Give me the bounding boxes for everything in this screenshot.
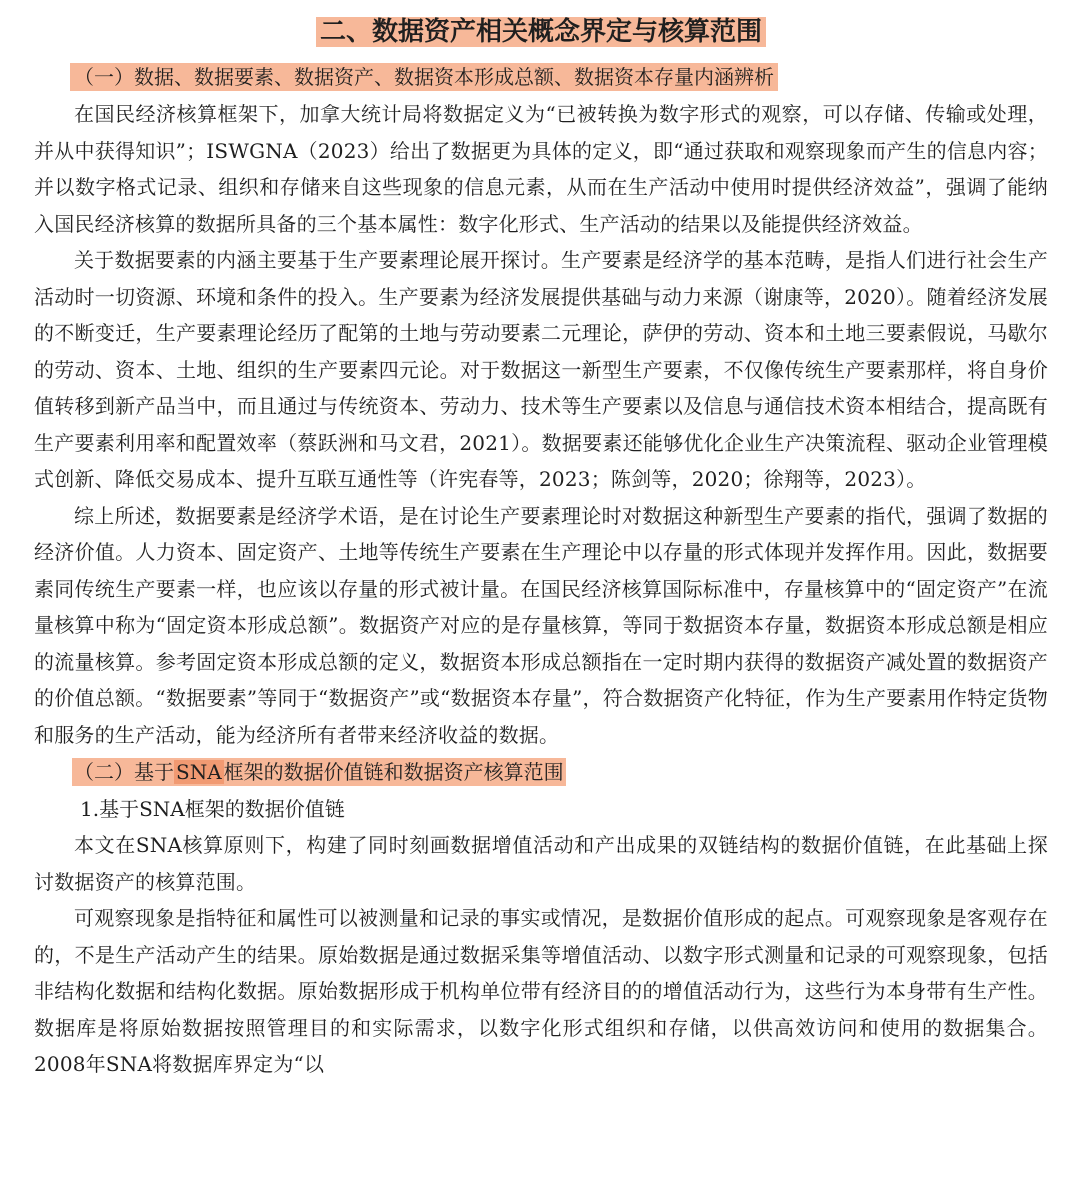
subsection-2-title xyxy=(72,755,1048,789)
section-title xyxy=(34,12,1048,52)
paragraph-5: 可观察现象是指特征和属性可以被测量和记录的事实或情况，是数据价值形成的起点。可观察现象是客观存在的，不是生产活动产生的结果。原始数据是通过数据采集等增值活动、以数字形式测量和记录的可观察现象，包括非结构化数据和结构化数据。原始数据形成于机构单位带有经济目的的增值活动行为，这些行为本身带有生产性。数据库是将原始数据按照管理目的和实际需求，以数字化形式组织和存储，以供高效访问和使用的数据集合。2008年SNA将数据库界定为“以 xyxy=(34,906,1048,1076)
item-1-title: 1.基于SNA框架的数据价值链 xyxy=(80,797,345,821)
subsection-2-title-suffix: 框架的数据价值链和数据资产核算范围 xyxy=(223,760,564,784)
paragraph-2: 关于数据要素的内涵主要基于生产要素理论展开探讨。生产要素是经济学的基本范畴，是指人们进行社会生产活动时一切资源、环境和条件的投入。生产要素为经济发展提供基础与动力来源（谢康等，2020）。随着经济发展的不断变迁，生产要素理论经历了配第的土地与劳动要素二元理论，萨伊的劳动、资本和土地三要素假说，马歇尔的劳动、资本、土地、组织的生产要素四元论。对于数据这一新型生产要素，不仅像传统生产要素那样，将自身价值转移到新产品当中，而且通过与传统资本、劳动力、技术等生产要素以及信息与通信技术资本相结合，提高既有生产要素利用率和配置效率（蔡跃洲和马文君，2021）。数据要素还能够优化企业生产决策流程、驱动企业管理模式创新、降低交易成本、提升互联互通性等（许宪春等，2023；陈剑等，2020；徐翔等，2023）。 xyxy=(34,248,1048,491)
subsection-2-title-highlight xyxy=(72,758,566,786)
sna-highlight: SNA xyxy=(176,760,222,784)
subsection-1-title xyxy=(70,60,1048,94)
paragraph-4: 本文在SNA核算原则下，构建了同时刻画数据增值活动和产出成果的双链结构的数据价值链，在此基础上探讨数据资产的核算范围。 xyxy=(34,833,1048,894)
subsection-2-title-prefix: （二）基于 xyxy=(74,760,174,784)
paragraph-3: 综上所述，数据要素是经济学术语，是在讨论生产要素理论时对数据这种新型生产要素的指代，强调了数据的经济价值。人力资本、固定资产、土地等传统生产要素在生产理论中以存量的形式体现并发挥作用。因此，数据要素同传统生产要素一样，也应该以存量的形式被计量。在国民经济核算国际标准中，存量核算中的“固定资产”在流量核算中称为“固定资本形成总额”。数据资产对应的是存量核算，等同于数据资本存量，数据资本形成总额是相应的流量核算。参考固定资本形成总额的定义，数据资本形成总额指在一定时期内获得的数据资产减处置的数据资产的价值总额。“数据要素”等同于“数据资产”或“数据资本存量”，符合数据资产化特征，作为生产要素用作特定货物和服务的生产活动，能为经济所有者带来经济收益的数据。 xyxy=(34,503,1048,747)
document-page xyxy=(34,12,1048,1083)
section-title-highlight: 二、数据资产相关概念界定与核算范围 xyxy=(316,17,766,47)
paragraph-1: 在国民经济核算框架下，加拿大统计局将数据定义为“已被转换为数字形式的观察，可以存储、传输或处理，并从中获得知识”；ISWGNA（2023）给出了数据更为具体的定义，即“通过获取和观察现象而产生的信息内容；并以数字格式记录、组织和存储来自这些现象的信息元素，从而在生产活动中使用时提供经济效益”，强调了能纳入国民经济核算的数据所具备的三个基本属性：数字化形式、生产活动的结果以及能提供经济效益。 xyxy=(34,102,1048,236)
subsection-1-title-highlight: （一）数据、数据要素、数据资产、数据资本形成总额、数据资本存量内涵辨析 xyxy=(70,63,778,91)
